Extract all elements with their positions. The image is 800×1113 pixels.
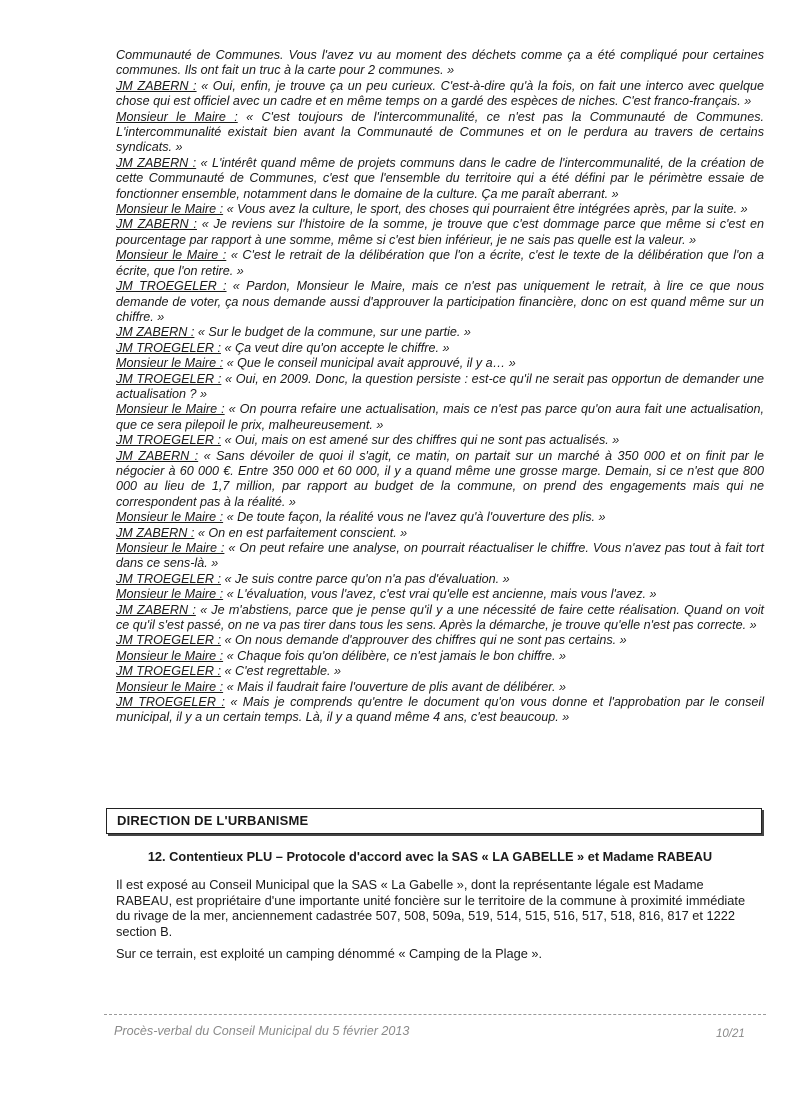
speaker-name: JM TROEGELER : [116,371,222,386]
transcript-entry [116,402,764,433]
body-paragraph: Il est exposé au Conseil Municipal que la SAS « La Gabelle », dont la représentante légale est Madame RABEAU, est propriétaire d'une importante unité foncière sur le territoire de la commune à proximité immédiate du rivage de la mer, anciennement cadastrée 507, 508, 509a, 519, 514, 515, 516, 517, 518, 816, 817 et 1222 section B. [116,877,746,939]
statement-text: « Oui, en 2009. Donc, la question persiste : est-ce qu'il ne serait pas opportun de demander une actualisation ? » [116,371,764,401]
speaker-name: JM TROEGELER : [116,340,221,355]
statement-text: « L'intérêt quand même de projets communs dans le cadre de l'intercommunalité, de la création de cette Communauté de Communes, c'est que l'ensemble du territoire qui a été défini par le périmètre essaie de fonctionner ensemble, notamment dans le domaine de la culture. Ça me paraît aberrant. » [116,155,765,201]
speaker-name: JM TROEGELER : [116,695,225,710]
agenda-item-heading: 12. Contentieux PLU – Protocole d'accord avec la SAS « LA GABELLE » et Madame RABEAU [147,849,713,864]
statement-text: « Sur le budget de la commune, sur une partie. » [197,325,471,340]
statement-text: « Je suis contre parce qu'on n'a pas d'évaluation. » [224,571,510,586]
speaker-name: JM ZABERN : [116,155,197,170]
speaker-name: JM ZABERN : [116,217,197,232]
statement-text: « Je m'abstiens, parce que je pense qu'il y a une nécessité de faire cette réalisation. Quand on voit ce qu'il s'est passé, on ne va pas tirer dans tous les sens. Après la démarche, je trouve qu'elle n'est pas correcte. » [116,602,765,633]
speaker-name: JM ZABERN : [116,525,195,540]
speaker-name: JM TROEGELER : [116,433,221,448]
transcript-entry [116,449,764,511]
transcript-entry [116,248,764,279]
statement-text: « Oui, enfin, je trouve ça un peu curieux. C'est-à-dire qu'à la fois, on fait une interco avec quelque chose qui est officiel avec un cadre et en même temps on a gardé des espèces de niches. C'est franco-français. » [116,78,764,109]
speaker-name: Monsieur le Maire : [116,248,227,263]
transcript-entry: Communauté de Communes. Vous l'avez vu au moment des déchets comme ça a été compliqué pour certaines communes. Ils ont fait un truc à la carte pour 2 communes. » [116,48,764,78]
statement-text: « On en est parfaitement conscient. » [197,525,408,540]
speaker-name: Monsieur le Maire : [116,109,238,124]
body-paragraph: Sur ce terrain, est exploité un camping dénommé « Camping de la Plage ». [116,946,543,961]
statement-text: « C'est toujours de l'intercommunalité, ce n'est pas la Communauté de Communes. L'intercommunalité existait bien avant la Communauté de Communes et on le perdura au travers de certains syndicats. » [116,109,764,155]
transcript-entry [116,572,764,587]
transcript-entry [116,433,764,448]
statement-text: « Chaque fois qu'on délibère, ce n'est jamais le bon chiffre. » [226,648,567,663]
statement-text: « Vous avez la culture, le sport, des choses qui pourraient être intégrées après, par la suite. » [226,202,748,217]
statement-text: « Ça veut dire qu'on accepte le chiffre. » [224,340,450,355]
statement-text: « On peut refaire une analyse, on pourrait réactualiser le chiffre. Vous n'avez pas tout à fait tort dans ce sens-là. » [116,541,764,571]
speaker-name: Monsieur le Maire : [116,402,225,417]
transcript-entry [116,680,764,695]
transcript-entry [116,587,764,602]
transcript-entry [116,341,764,356]
speaker-name: Monsieur le Maire : [116,648,224,663]
transcript-entry [116,217,764,248]
statement-text: « C'est le retrait de la délibération que l'on a écrite, c'est le texte de la délibération que l'on a écrite, que l'on retire. » [116,248,764,278]
speaker-name: JM ZABERN : [116,448,199,463]
transcript-entry [116,695,764,726]
statement-text: « De toute façon, la réalité vous ne l'avez qu'à l'ouverture des plis. » [226,510,606,525]
transcript-entry [116,541,764,572]
transcript-entry [116,664,764,679]
speaker-name: Monsieur le Maire : [116,356,224,371]
footer-page-number: 10/21 [716,1028,745,1040]
transcript-entry [116,202,764,217]
speaker-name: Monsieur le Maire : [116,510,224,525]
speaker-name: JM TROEGELER : [116,571,221,586]
statement-text: « Que le conseil municipal avait approuvé, il y a… » [226,356,516,371]
speaker-name: Monsieur le Maire : [116,541,225,555]
speaker-name: Monsieur le Maire : [116,679,224,694]
transcript-entry [116,110,764,156]
statement-text: « On pourra refaire une actualisation, mais ce n'est pas parce qu'on aura fait une actualisation, que ce sera pilepoil le prix, malheureusement. » [116,402,764,432]
statement-text: « Je reviens sur l'histoire de la somme, je trouve que c'est dommage parce que même si c'est en pourcentage par rapport à une somme, même si c'est bien inférieur, je ne sais pas quelle est la valeur. » [116,217,764,247]
transcript-entry [116,279,764,325]
debate-transcript [116,48,764,726]
speaker-name: JM TROEGELER : [116,633,221,648]
transcript-entry [116,603,764,634]
statement-text: « Mais je comprends qu'entre le document qu'on vous donne et l'approbation par le conseil municipal, il y a un certain temps. Là, il y a quand même 4 ans, c'est beaucoup. » [116,695,765,725]
transcript-entry [116,325,764,340]
transcript-entry [116,356,764,371]
statement-text: « Mais il faudrait faire l'ouverture de plis avant de délibérer. » [226,679,566,694]
speaker-name: JM ZABERN : [116,78,197,93]
statement-text: « On nous demande d'approuver des chiffres qui ne sont pas certains. » [224,633,627,648]
speaker-name: Monsieur le Maire : [116,202,224,217]
transcript-entry [116,633,764,648]
speaker-name: Monsieur le Maire : [116,587,224,602]
transcript-entry [116,372,764,403]
speaker-name: JM ZABERN : [116,602,196,617]
section-title: DIRECTION DE L'URBANISME [117,813,309,828]
speaker-name: JM TROEGELER : [116,279,227,294]
footer-divider [104,1014,766,1023]
transcript-entry [116,156,764,202]
speaker-name: JM ZABERN : [116,325,195,340]
statement-text: « Pardon, Monsieur le Maire, mais ce n'est pas uniquement le retrait, à lire ce que nous demande de voter, ça nous demande aussi d'approuver la participation financière, donc on est quand même sur un chiffre. » [116,279,764,324]
transcript-entry [116,649,764,664]
section-header-box [106,808,762,834]
footer-document-title: Procès-verbal du Conseil Municipal du 5 février 2013 [114,1024,410,1038]
statement-text: « Oui, mais on est amené sur des chiffres qui ne sont pas actualisés. » [224,433,620,448]
speaker-name: JM TROEGELER : [116,664,221,679]
statement-text: « C'est regrettable. » [224,664,341,679]
statement-text: « Sans dévoiler de quoi il s'agit, ce matin, on partait sur un marché à 350 000 et on finit par le négocier à 60 000 €. Entre 350 000 et 60 000, il y a quand même une grosse marge. Demain, si ce n'est que 800 000 au lieu de 1,7 million, par rapport au budget de la commune, on prend des engagements mais qui ne correspondent pas à la réalité. » [116,448,765,509]
transcript-entry [116,79,764,110]
transcript-entry [116,526,764,541]
transcript-entry [116,510,764,525]
statement-text: « L'évaluation, vous l'avez, c'est vrai qu'elle est ancienne, mais vous l'avez. » [226,587,657,602]
